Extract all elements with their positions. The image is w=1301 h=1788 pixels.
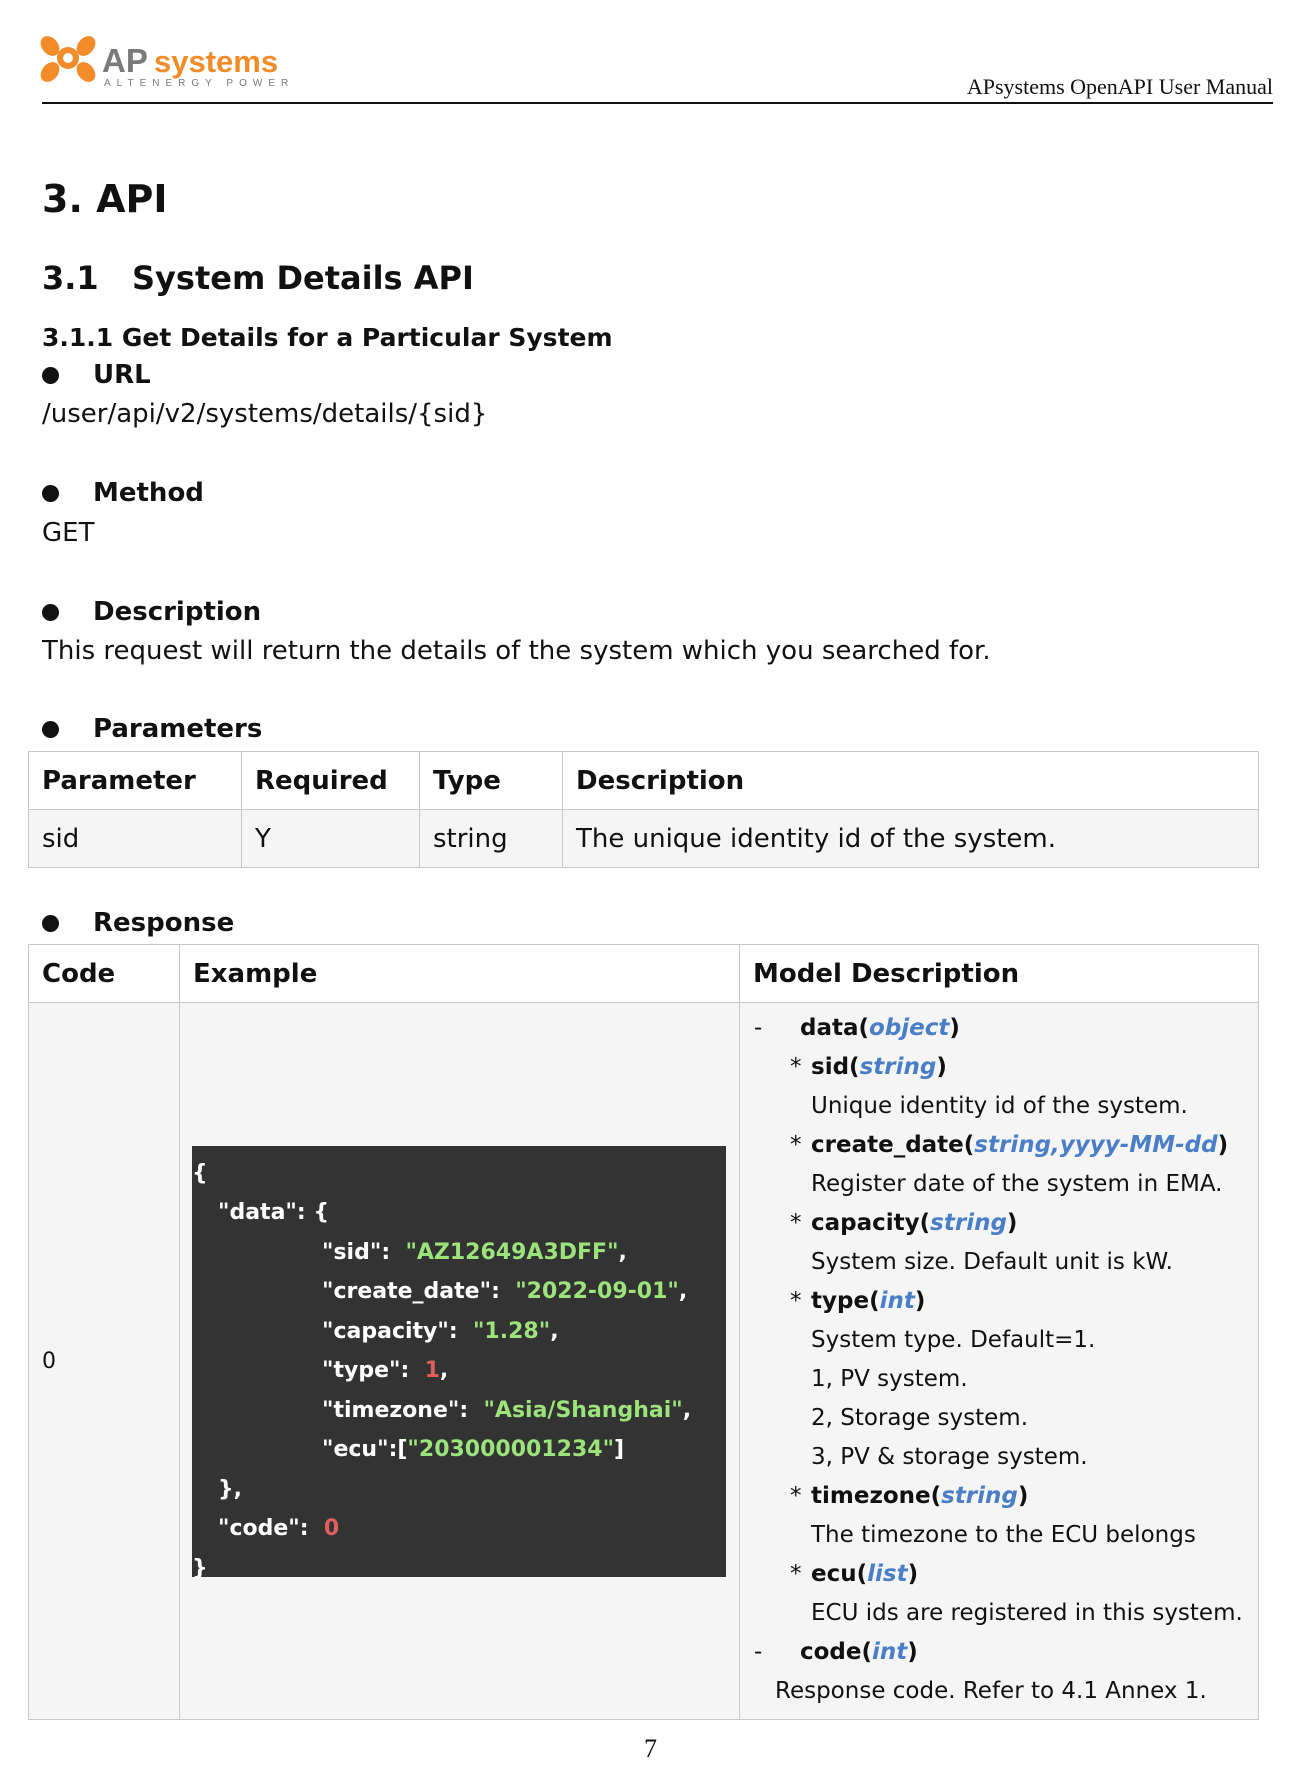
model-field-name: sid <box>811 1054 850 1080</box>
code-line <box>192 1272 726 1312</box>
code-brace: { <box>192 1160 208 1186</box>
model-field-line <box>740 1204 1258 1243</box>
model-star: * <box>790 1561 802 1587</box>
parameter-required-cell: Y <box>242 810 420 868</box>
model-field-name: timezone <box>811 1483 931 1509</box>
model-field-name: type <box>811 1288 870 1314</box>
parameters-table <box>28 751 1259 868</box>
model-field-type: string <box>859 1054 937 1080</box>
code-punct: : <box>448 1318 473 1344</box>
logo-mark-icon <box>36 32 296 100</box>
logo-text-ap: AP <box>102 42 148 79</box>
code-line <box>192 1154 726 1194</box>
model-paren: ( <box>858 1015 870 1041</box>
model-field-name: code <box>800 1639 862 1665</box>
subsection-title: System Details API <box>132 259 474 297</box>
code-punct: :[ <box>388 1437 408 1462</box>
code-punct: , <box>550 1318 559 1344</box>
json-example-code-block <box>192 1146 726 1581</box>
model-code-line <box>740 1633 1258 1672</box>
description-bullet <box>42 597 261 627</box>
model-paren: ( <box>963 1132 975 1158</box>
model-paren: ( <box>861 1639 873 1665</box>
model-star: * <box>790 1054 802 1080</box>
model-field-line <box>740 1126 1258 1165</box>
model-paren: ) <box>936 1054 947 1080</box>
url-bullet <box>42 360 151 390</box>
parameters-header-cell: Type <box>420 752 563 810</box>
model-field-line <box>740 1048 1258 1087</box>
code-brace: } <box>192 1555 208 1581</box>
code-punct: : <box>381 1239 406 1265</box>
bullet-icon <box>42 915 59 932</box>
model-star: * <box>790 1288 802 1314</box>
model-field-description: 2, Storage system. <box>811 1405 1029 1431</box>
code-punct: , <box>618 1239 627 1265</box>
code-punct: : { <box>296 1200 330 1225</box>
model-star: * <box>790 1483 802 1509</box>
bullet-icon <box>42 604 59 621</box>
response-header-cell: Model Description <box>740 945 1259 1003</box>
url-value: /user/api/v2/systems/details/{sid} <box>42 399 488 429</box>
code-value: "1.28" <box>472 1318 551 1344</box>
model-field-type: object <box>869 1015 950 1041</box>
model-field-name: data <box>800 1015 859 1041</box>
model-field-line <box>740 1555 1258 1594</box>
table-row <box>29 810 1259 868</box>
model-field-type: int <box>872 1639 908 1665</box>
parameter-type-cell: string <box>420 810 563 868</box>
code-value: "2022-09-01" <box>515 1279 679 1304</box>
description-label: Description <box>93 597 262 627</box>
parameters-header-cell: Description <box>563 752 1259 810</box>
code-line <box>192 1509 726 1549</box>
code-line <box>192 1470 726 1510</box>
model-paren: ) <box>1006 1210 1018 1236</box>
logo-text-systems: systems <box>154 44 279 79</box>
apsystems-logo <box>36 32 296 100</box>
section-heading-api: 3. API <box>42 177 168 221</box>
model-code-description: Response code. Refer to 4.1 Annex 1. <box>775 1678 1207 1704</box>
response-label: Response <box>93 908 235 938</box>
response-header-row <box>29 945 1259 1003</box>
code-key: "sid" <box>322 1239 382 1265</box>
model-field-type: int <box>879 1288 915 1314</box>
parameters-bullet <box>42 714 262 744</box>
model-paren: ) <box>907 1561 919 1587</box>
model-paren: ( <box>856 1561 868 1587</box>
code-key: "code" <box>218 1516 300 1541</box>
table-row <box>29 1003 1259 1720</box>
subsection-number: 3.1 <box>42 259 99 297</box>
model-field-line <box>740 1477 1258 1516</box>
code-line <box>192 1391 726 1431</box>
parameters-header-cell: Parameter <box>29 752 242 810</box>
code-punct: : <box>299 1516 324 1541</box>
code-punct: : <box>491 1279 516 1304</box>
model-field-type: list <box>867 1561 908 1587</box>
code-value: "Asia/Shanghai" <box>483 1397 683 1423</box>
code-key: "type" <box>322 1358 401 1383</box>
model-star: * <box>790 1132 802 1158</box>
code-line <box>192 1351 726 1391</box>
model-field-description: Unique identity id of the system. <box>811 1093 1188 1119</box>
model-star: * <box>790 1210 802 1236</box>
model-field-name: create_date <box>811 1132 964 1158</box>
parameters-header-cell: Required <box>242 752 420 810</box>
code-punct: : <box>400 1358 425 1383</box>
code-value: "AZ12649A3DFF" <box>405 1239 619 1265</box>
model-paren: ) <box>914 1288 926 1314</box>
method-bullet <box>42 478 204 508</box>
code-punct: }, <box>218 1476 243 1502</box>
code-key: "capacity" <box>322 1318 449 1344</box>
model-description <box>740 1009 1258 1711</box>
model-field-line <box>740 1282 1258 1321</box>
model-dash: - <box>754 1015 763 1041</box>
subsubsection-heading: 3.1.1 Get Details for a Particular System <box>42 323 613 352</box>
model-field-description: The timezone to the ECU belongs <box>811 1522 1196 1548</box>
parameters-label: Parameters <box>93 714 263 744</box>
response-header-cell: Example <box>180 945 740 1003</box>
model-field-type: string,yyyy-MM-dd <box>974 1132 1218 1158</box>
code-line <box>192 1312 726 1352</box>
model-paren: ) <box>949 1015 960 1041</box>
code-value: 0 <box>323 1516 340 1541</box>
page-number: 7 <box>644 1734 657 1763</box>
code-value: "203000001234" <box>407 1437 615 1462</box>
model-field-type: string <box>941 1483 1018 1509</box>
logo-tagline: ALTENERGY POWER <box>104 78 295 89</box>
model-field-description: 3, PV & storage system. <box>811 1444 1088 1470</box>
model-field-description: 1, PV system. <box>811 1366 968 1392</box>
parameters-header-row <box>29 752 1259 810</box>
code-line <box>192 1193 726 1233</box>
code-punct: , <box>682 1397 692 1423</box>
method-value: GET <box>42 518 95 548</box>
code-line <box>192 1549 726 1589</box>
model-paren: ( <box>919 1210 931 1236</box>
header-rule <box>42 102 1273 104</box>
bullet-icon <box>42 721 59 738</box>
code-line <box>192 1430 726 1470</box>
code-punct: , <box>439 1358 449 1383</box>
url-label: URL <box>93 360 151 390</box>
response-header-cell: Code <box>29 945 180 1003</box>
manual-title: APsystems OpenAPI User Manual <box>966 74 1273 99</box>
model-field-name: capacity <box>811 1210 920 1236</box>
code-key: "ecu" <box>322 1437 389 1462</box>
subsection-heading <box>42 259 474 297</box>
parameter-name-cell: sid <box>29 810 242 868</box>
code-key: "create_date" <box>322 1279 492 1304</box>
description-value: This request will return the details of the system which you searched for. <box>42 636 991 666</box>
model-data-line <box>740 1009 1258 1048</box>
code-key: "data" <box>218 1200 297 1225</box>
model-field-description: System size. Default unit is kW. <box>811 1249 1173 1275</box>
code-punct: ] <box>614 1437 625 1462</box>
model-paren: ( <box>869 1288 880 1314</box>
method-label: Method <box>93 478 204 508</box>
response-model-cell <box>740 1003 1259 1720</box>
model-field-name: ecu <box>811 1561 857 1587</box>
model-paren: ) <box>1017 1483 1029 1509</box>
response-code-cell: 0 <box>29 1003 180 1720</box>
model-dash: - <box>754 1639 763 1665</box>
code-line <box>192 1233 726 1273</box>
response-table <box>28 944 1259 1720</box>
code-punct: , <box>678 1279 688 1304</box>
parameter-description-cell: The unique identity id of the system. <box>563 810 1259 868</box>
model-paren: ( <box>930 1483 942 1509</box>
response-example-cell <box>180 1003 740 1720</box>
model-paren: ) <box>907 1639 918 1665</box>
model-field-type: string <box>930 1210 1007 1236</box>
code-punct: : <box>459 1397 484 1423</box>
model-paren: ( <box>849 1054 860 1080</box>
model-paren: ) <box>1217 1132 1229 1158</box>
model-field-description: ECU ids are registered in this system. <box>811 1600 1243 1626</box>
model-field-description: System type. Default=1. <box>811 1327 1096 1353</box>
bullet-icon <box>42 367 59 384</box>
code-value: 1 <box>424 1358 440 1383</box>
response-bullet <box>42 908 234 938</box>
bullet-icon <box>42 485 59 502</box>
code-key: "timezone" <box>322 1397 460 1423</box>
model-field-description: Register date of the system in EMA. <box>811 1171 1223 1197</box>
